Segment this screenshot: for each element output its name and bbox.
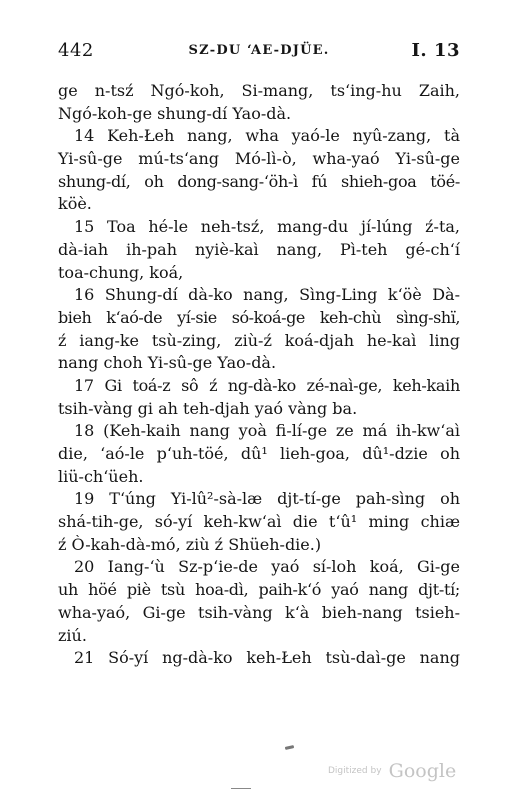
text-line: Ngó-koh-ge shung-dí Yao-dà. <box>58 103 292 123</box>
text-line: Yi-sû-ge mú-ts‘ang Mó-lì-ò, wha-yaó Yi-sû-ge <box>58 149 460 169</box>
verse-18-start: 18 (Keh-kaih nang yoà fi-lí-ge ze má ih-kw‘aì <box>74 421 460 441</box>
text-line: uh höé piè tsù hoa-dì, paih-k‘ó yaó nang djt-tí; <box>58 580 460 600</box>
text-line: nang choh Yi-sû-ge Yao-dà. <box>58 353 277 373</box>
running-title: SZ-DU ‘AE-DJÜE. <box>188 43 330 58</box>
text-line: shá-tih-ge, só-yí keh-kw‘aì die t‘û¹ ming chiæ <box>58 512 460 532</box>
ink-mark <box>285 745 294 750</box>
text-line: köè. <box>58 194 92 214</box>
text-line: tsih-vàng gi ah teh-djah yaó vàng ba. <box>58 398 358 418</box>
verse-16-start: 16 Shung-dí dà-ko nang, Sìng-Ling k‘öè Dà- <box>74 285 460 305</box>
footer-rule <box>231 788 251 789</box>
verse-15-start: 15 Toa hé-le neh-tsź, mang-du jí-lúng ź-ta, <box>74 217 460 237</box>
verse-20-start: 20 Iang-‘ù Sz-p‘ie-de yaó sí-loh koá, Gi-ge <box>74 557 460 577</box>
digitization-watermark <box>328 760 457 784</box>
text-line: ź Ò-kah-dà-mó, ziù ź Shüeh-die.) <box>58 534 322 554</box>
verse-14-start: 14 Keh-Łeh nang, wha yaó-le nyû-zang, tà <box>74 126 460 146</box>
page-number: 442 <box>58 40 94 61</box>
text-line: liü-ch‘üeh. <box>58 466 144 486</box>
chapter-reference: I. 13 <box>411 40 460 61</box>
text-line: ź iang-ke tsù-zing, ziù-ź koá-djah he-kaì ling <box>58 330 460 350</box>
text-line: toa-chung, koá, <box>58 262 184 282</box>
text-line: bieh k‘aó-de yí-sie só-koá-ge keh-chù sìng-shï, <box>58 307 460 327</box>
text-line: ziú. <box>58 625 87 645</box>
verse-21-start: 21 Só-yí ng-dà-ko keh-Łeh tsù-daì-ge nang <box>74 648 460 668</box>
running-header <box>58 40 460 66</box>
watermark-prefix: Digitized by <box>328 766 382 776</box>
google-logo: Google <box>388 760 457 782</box>
text-line: ge n-tsź Ngó-koh, Si-mang, ts‘ing-hu Zaih, <box>58 81 460 100</box>
text-line: dà-iah ih-pah nyiè-kaì nang, Pì-teh gé-ch‘í <box>58 239 460 259</box>
page-body <box>58 80 460 670</box>
verse-19-start: 19 T‘úng Yi-lû²-sà-læ djt-tí-ge pah-sìng oh <box>74 489 460 509</box>
text-line: shung-dí, oh dong-sang-‘öh-ì fú shieh-goa töé- <box>58 171 460 191</box>
verse-17-start: 17 Gi toá-z sô ź ng-dà-ko zé-naì-ge, keh-kaih <box>74 375 460 395</box>
text-line: die, ‘aó-le p‘uh-töé, dû¹ lieh-goa, dû¹-dzie oh <box>58 444 460 463</box>
text-line: wha-yaó, Gi-ge tsih-vàng k‘à bieh-nang tsieh- <box>58 602 460 622</box>
